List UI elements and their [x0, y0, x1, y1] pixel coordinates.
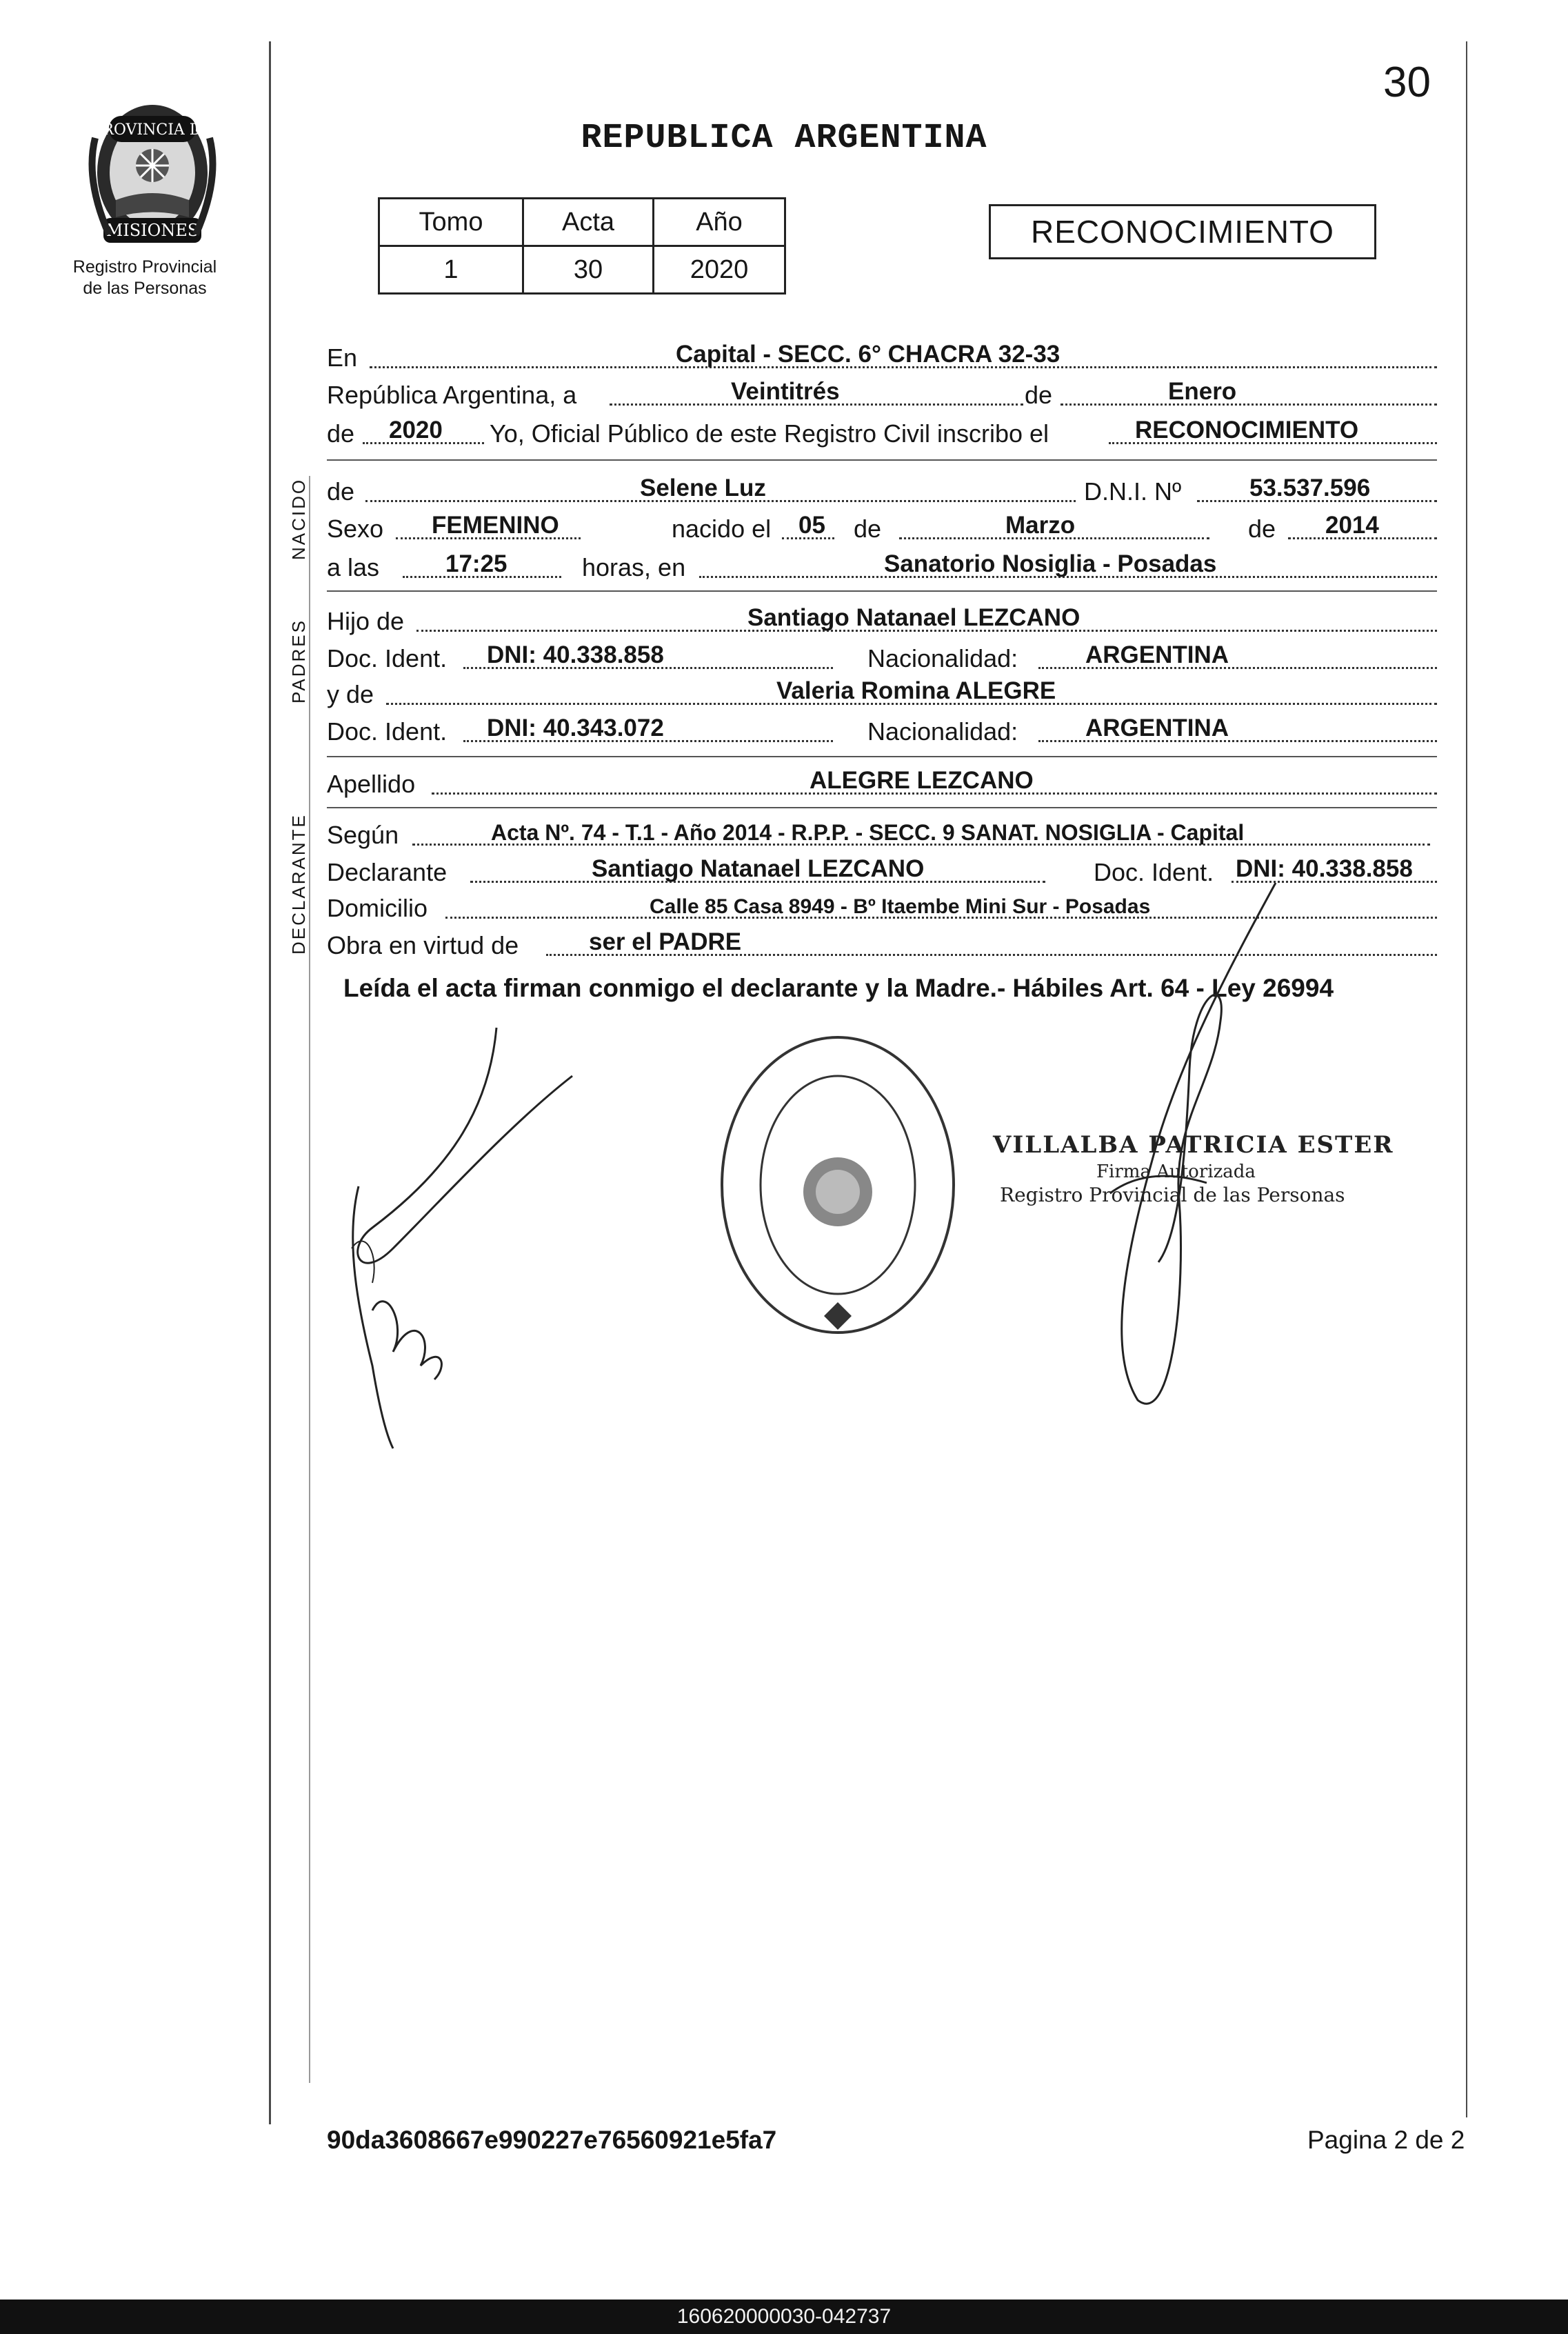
section-label-padres: PADRES — [288, 619, 309, 704]
label-de-anio: de — [327, 419, 355, 448]
header-acta: Acta — [523, 199, 654, 246]
label-de: de — [1025, 381, 1053, 409]
label-nacionalidad-madre: Nacionalidad: — [867, 717, 1018, 746]
label-apellido: Apellido — [327, 770, 416, 798]
row-padre — [327, 599, 1437, 640]
registry-caption — [41, 257, 248, 299]
header-tomo: Tomo — [379, 199, 523, 246]
label-hijo-de: Hijo de — [327, 607, 405, 635]
value-padre-nac: ARGENTINA — [1085, 641, 1229, 668]
registry-table-values — [379, 246, 785, 294]
value-padre: Santiago Natanael LEZCANO — [747, 604, 1080, 631]
value-hora: 17:25 — [445, 550, 507, 577]
value-lugar: Capital - SECC. 6° CHACRA 32-33 — [676, 341, 1061, 368]
value-obra: ser el PADRE — [589, 928, 742, 955]
label-en: En — [327, 343, 358, 372]
label-sexo: Sexo — [327, 515, 384, 543]
row-segun — [327, 812, 1437, 854]
row-nombre — [327, 469, 1437, 510]
row-republica — [327, 372, 1437, 414]
value-lugar-nac: Sanatorio Nosiglia - Posadas — [884, 550, 1217, 577]
registry-caption-line-2: de las Personas — [83, 279, 207, 298]
footer-code-bar: 160620000030-042737 — [0, 2300, 1568, 2334]
label-obra-en-virtud: Obra en virtud de — [327, 931, 519, 959]
declarant-signature-icon — [331, 1021, 593, 1462]
separator-line — [327, 459, 1437, 461]
header-anio: Año — [654, 199, 785, 246]
registry-table — [378, 197, 786, 295]
value-acto: RECONOCIMIENTO — [1135, 417, 1359, 443]
separator-line — [327, 807, 1437, 808]
pagination: Pagina 2 de 2 — [1307, 2126, 1465, 2154]
separator-line — [327, 756, 1437, 757]
value-domicilio: Calle 85 Casa 8949 - Bº Itaembe Mini Sur - Posadas — [650, 895, 1151, 918]
act-type-box: RECONOCIMIENTO — [989, 204, 1376, 259]
value-declarante: Santiago Natanael LEZCANO — [592, 855, 925, 882]
row-padre-doc — [327, 636, 1437, 677]
value-dni: 53.537.596 — [1249, 475, 1371, 501]
label-segun: Según — [327, 821, 399, 849]
row-madre-doc — [327, 709, 1437, 750]
value-nac-anio: 2014 — [1325, 512, 1379, 539]
svg-text:PROVINCIA DE: PROVINCIA DE — [92, 121, 213, 139]
value-mes: Enero — [1168, 378, 1237, 405]
section-label-nacido: NACIDO — [288, 477, 309, 560]
value-declarante-dni: DNI: 40.338.858 — [1236, 855, 1413, 882]
row-en — [327, 335, 1437, 377]
official-oval-stamp-icon — [710, 1026, 965, 1344]
label-doc-ident-declarante: Doc. Ident. — [1094, 858, 1214, 886]
value-padre-dni: DNI: 40.338.858 — [487, 641, 664, 668]
label-declarante: Declarante — [327, 858, 448, 886]
official-org: Registro Provincial de las Personas — [1000, 1184, 1345, 1206]
value-acta: 30 — [523, 246, 654, 294]
value-madre-dni: DNI: 40.343.072 — [487, 715, 664, 741]
official-name: VILLALBA PATRICIA ESTER — [993, 1131, 1394, 1159]
value-nac-dia: 05 — [798, 512, 825, 539]
official-signature-icon — [1055, 876, 1303, 1428]
page-number: 30 — [1383, 59, 1431, 106]
value-nac-mes: Marzo — [1005, 512, 1076, 539]
value-anio: 2020 — [654, 246, 785, 294]
label-de-mes: de — [854, 515, 882, 543]
value-nombre: Selene Luz — [640, 475, 766, 501]
registry-table-header — [379, 199, 785, 246]
section-label-declarante: DECLARANTE — [288, 813, 309, 955]
value-dia: Veintitrés — [731, 378, 840, 405]
value-madre-nac: ARGENTINA — [1085, 715, 1229, 741]
label-doc-ident-madre: Doc. Ident. — [327, 717, 448, 746]
document-hash: 90da3608667e990227e76560921e5fa7 — [327, 2126, 777, 2154]
official-role: Firma Autorizada — [1096, 1161, 1256, 1182]
label-horas-en: horas, en — [582, 553, 686, 581]
row-apellido — [327, 761, 1437, 803]
value-madre: Valeria Romina ALEGRE — [776, 677, 1056, 704]
side-column-line — [309, 476, 310, 2083]
row-madre — [327, 672, 1437, 713]
value-segun: Acta Nº. 74 - T.1 - Año 2014 - R.P.P. - SECC. 9 SANAT. NOSIGLIA - Capital — [491, 820, 1245, 845]
label-de-nombre: de — [327, 477, 355, 506]
label-de-anio-nac: de — [1248, 515, 1276, 543]
label-republica: República Argentina, a — [327, 381, 577, 409]
label-yo-oficial: Yo, Oficial Público de este Registro Civil inscribo el — [490, 419, 1049, 448]
value-sexo: FEMENINO — [432, 512, 559, 539]
svg-text:MISIONES: MISIONES — [105, 221, 199, 240]
left-margin-line — [269, 41, 271, 2124]
row-hora — [327, 545, 1437, 586]
registry-caption-line-1: Registro Provincial — [72, 257, 217, 277]
value-apellido: ALEGRE LEZCANO — [810, 767, 1034, 794]
separator-line — [327, 590, 1437, 592]
label-doc-ident: Doc. Ident. — [327, 644, 448, 672]
value-anio: 2020 — [389, 417, 443, 443]
closing-statement: Leída el acta firman conmigo el declarante y la Madre.- Hábiles Art. 64 - Ley 26994 — [343, 974, 1334, 1002]
label-y-de: y de — [327, 680, 374, 708]
label-nacido-el: nacido el — [672, 515, 772, 543]
label-domicilio: Domicilio — [327, 894, 428, 922]
label-a-las: a las — [327, 553, 380, 581]
provincia-misiones-seal-icon — [81, 97, 223, 259]
document-title: REPUBLICA ARGENTINA — [581, 119, 987, 158]
row-sexo — [327, 506, 1437, 548]
value-tomo: 1 — [379, 246, 523, 294]
dotted-line — [1061, 403, 1437, 406]
label-nacionalidad: Nacionalidad: — [867, 644, 1018, 672]
label-dni: D.N.I. Nº — [1084, 477, 1182, 506]
row-inscripcion — [327, 411, 1437, 452]
right-margin-line — [1466, 41, 1467, 2117]
